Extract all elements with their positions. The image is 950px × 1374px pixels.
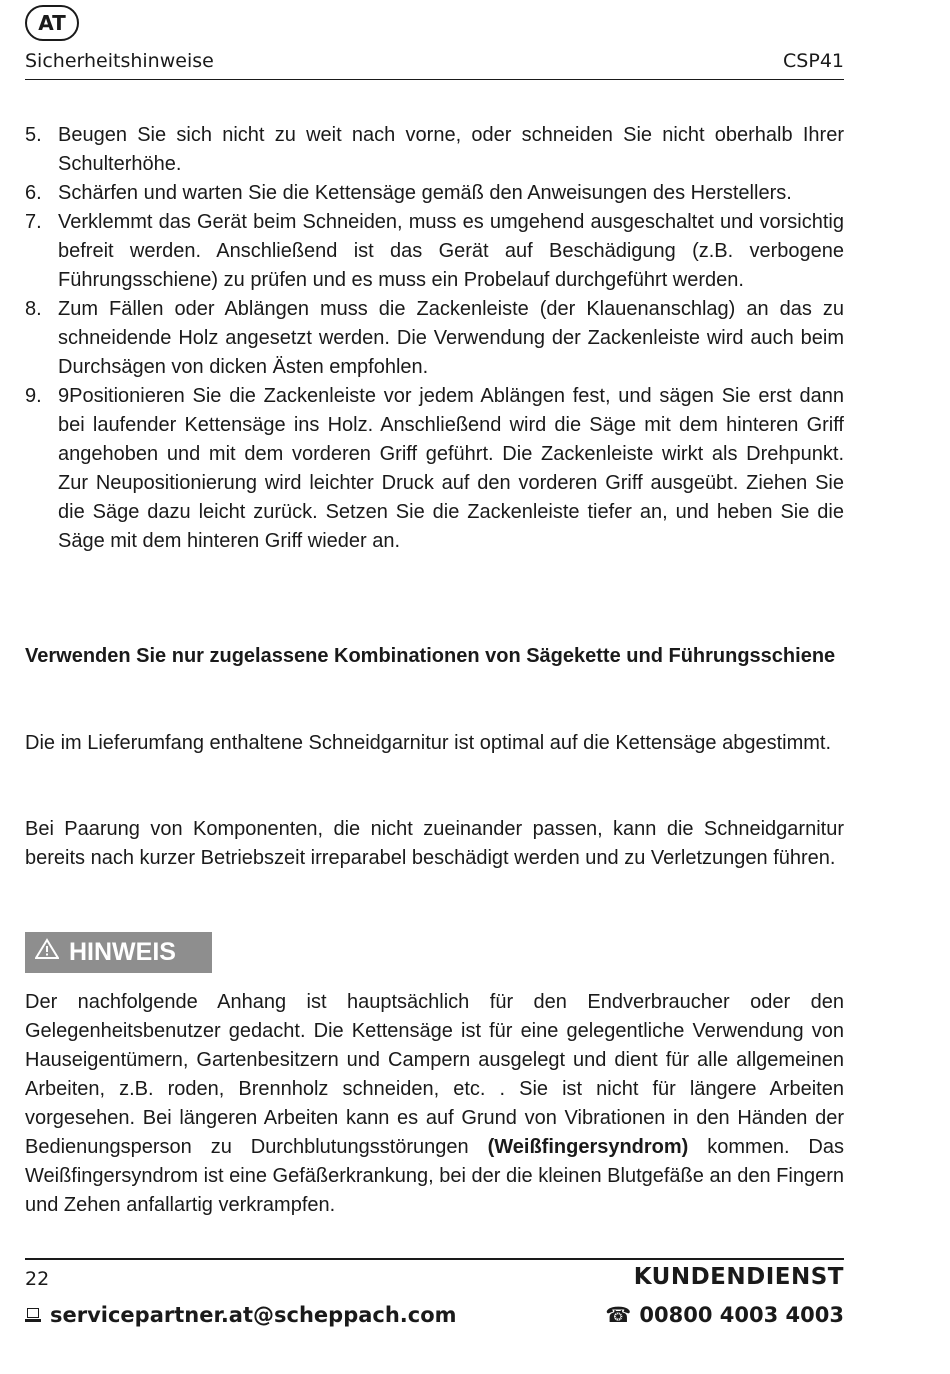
list-item: 7. Verklemmt das Gerät beim Schneiden, muss es umgehend ausgeschaltet und vorsichtig befreit werden. Anschließend ist das Gerät auf Beschädigung (z.B. verbogene Führungsschiene) zu prüfen und es muss ein Probelauf durchgeführt werden. xyxy=(25,211,844,291)
laptop-icon xyxy=(25,1308,41,1322)
notice-paragraph: Der nachfolgende Anhang ist hauptsächlich für den Endverbraucher oder den Gelegenheitsbenutzer gedacht. Die Kettensäge ist für eine gelegentliche Verwendung von Hauseigentümern, Gartenbesitzern und Campern ausgelegt und dient für alle allgemeinen Arbeiten, z.B. roden, Brennholz schneiden, etc. . Sie ist nicht für längere Arbeiten vorgesehen. Bei längeren Arbeiten kann es auf Grund von Vibrationen in den Händen der Bedienungsperson zu Durchblutungsstörungen (Weißfingersyndrom) kommen. Das Weißfingersyndrom ist eine Gefäßerkrankung, bei der die kleinen Blutgefäße an den Fingern und Zehen anfallartig verkrampfen. xyxy=(25,991,844,1216)
model-number: CSP41 xyxy=(783,50,844,72)
notice-banner xyxy=(25,932,212,973)
service-label: KUNDENDIENST xyxy=(633,1264,844,1290)
list-item: 9. 9Positionieren Sie die Zackenleiste vor jedem Ablängen fest, und sägen Sie erst dann bei laufender Kettensäge ins Holz. Anschließend wird die Säge mit dem hinteren Griff angehoben und mit dem vorderen Griff geführt. Die Zackenleiste wirkt als Drehpunkt. Zur Neupositionierung wird leichter Druck auf den vorderen Griff ausgeübt. Ziehen Sie die Säge dazu leicht zurück. Setzen Sie die Zackenleiste tiefer an, und heben Sie die Säge mit dem hinteren Griff wieder an. xyxy=(25,385,844,552)
telephone-icon: ☎ xyxy=(605,1303,632,1327)
section-heading: Verwenden Sie nur zugelassene Kombinationen von Sägekette und Führungsschiene xyxy=(25,645,836,667)
service-phone[interactable] xyxy=(605,1303,844,1327)
service-email[interactable] xyxy=(25,1303,457,1327)
list-item: 5. Beugen Sie sich nicht zu weit nach vorne, oder schneiden Sie nicht oberhalb Ihrer Schulterhöhe. xyxy=(25,124,844,175)
warning-triangle-icon xyxy=(35,938,59,967)
phone-number[interactable]: 00800 4003 4003 xyxy=(639,1303,844,1327)
email-address[interactable]: servicepartner.at@scheppach.com xyxy=(50,1303,457,1327)
page-number: 22 xyxy=(25,1268,50,1290)
section-title: Sicherheitshinweise xyxy=(25,50,214,72)
list-item: 6. Schärfen und warten Sie die Kettensäge gemäß den Anweisungen des Herstellers. xyxy=(25,182,792,204)
paragraph-mismatch-warning: Bei Paarung von Komponenten, die nicht zueinander passen, kann die Schneidgarnitur bereits nach kurzer Betriebszeit irreparabel beschädigt werden und zu Verletzungen führen. xyxy=(25,818,844,869)
notice-label: HINWEIS xyxy=(69,938,176,966)
country-badge: AT xyxy=(25,5,79,41)
instruction-list xyxy=(25,121,844,556)
paragraph-cutting-set: Die im Lieferumfang enthaltene Schneidgarnitur ist optimal auf die Kettensäge abgestimmt. xyxy=(25,732,832,754)
footer-divider xyxy=(25,1258,844,1260)
list-item: 8. Zum Fällen oder Ablängen muss die Zackenleiste (der Klauenanschlag) an das zu schneidende Holz angesetzt werden. Die Verwendung der Zackenleiste wird auch beim Durchsägen von dicken Ästen empfohlen. xyxy=(25,298,844,378)
page-content xyxy=(25,0,844,1250)
